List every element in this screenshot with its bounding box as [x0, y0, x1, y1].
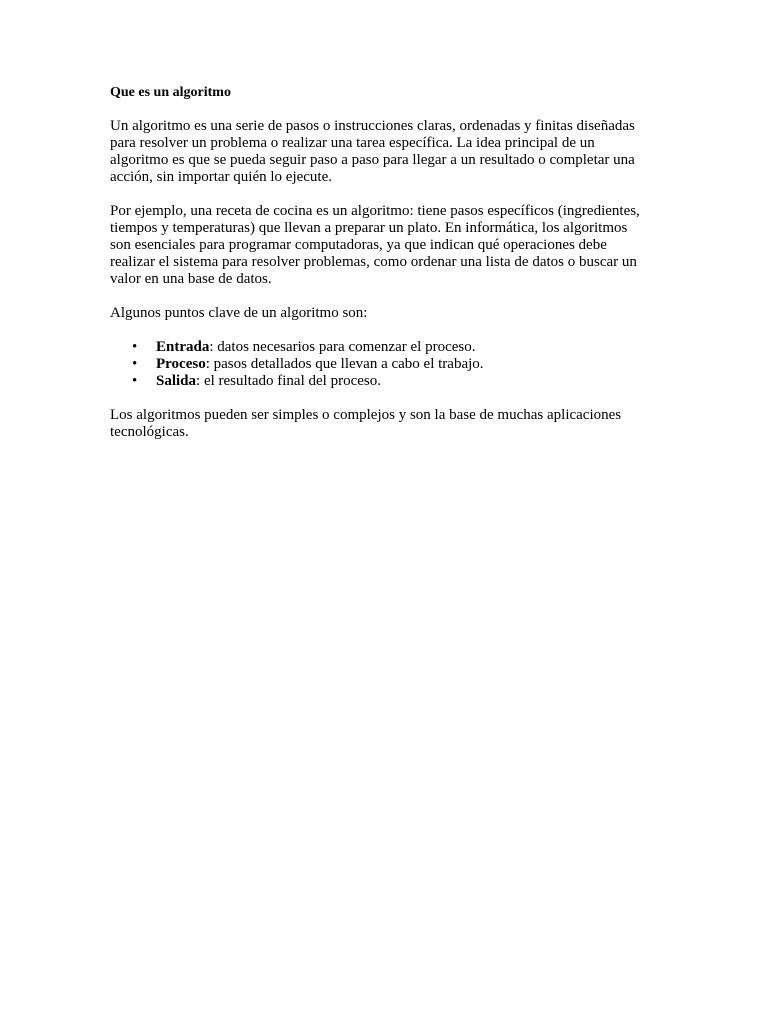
text-line: realizar el sistema para resolver problemas, como ordenar una lista de datos o buscar un — [110, 254, 637, 270]
paragraph-definition — [110, 118, 670, 186]
bullet-text: : el resultado final del proceso. — [196, 373, 381, 389]
list-intro: Algunos puntos clave de un algoritmo son: — [110, 305, 368, 321]
bullet-term: Proceso — [156, 356, 206, 372]
bullet-term: Entrada — [156, 339, 210, 355]
text-line: tecnológicas. — [110, 424, 189, 440]
list-item-proceso — [110, 356, 670, 373]
text-line: Un algoritmo es una serie de pasos o instrucciones claras, ordenadas y finitas diseñadas — [110, 118, 635, 134]
text-line: Los algoritmos pueden ser simples o complejos y son la base de muchas aplicaciones — [110, 407, 622, 423]
text-line: Por ejemplo, una receta de cocina es un algoritmo: tiene pasos específicos (ingredientes, — [110, 203, 640, 219]
text-line: tiempos y temperaturas) que llevan a preparar un plato. En informática, los algoritmos — [110, 220, 628, 236]
bullet-text: : datos necesarios para comenzar el proceso. — [209, 339, 476, 355]
bullet-text: : pasos detallados que llevan a cabo el trabajo. — [205, 356, 484, 372]
key-points-list — [110, 339, 670, 390]
text-line: valor en una base de datos. — [110, 271, 272, 287]
bullet-term: Salida — [156, 373, 197, 389]
list-item-entrada — [110, 339, 670, 356]
text-line: son esenciales para programar computadoras, ya que indican qué operaciones debe — [110, 237, 607, 253]
bullet-icon: • — [132, 356, 138, 372]
bullet-icon: • — [132, 373, 138, 389]
text-line: algoritmo es que se pueda seguir paso a paso para llegar a un resultado o completar una — [110, 152, 635, 168]
bullet-icon: • — [132, 339, 138, 355]
paragraph-closing — [110, 407, 670, 441]
list-item-salida — [110, 373, 670, 390]
document-title: Que es un algoritmo — [110, 85, 231, 100]
paragraph-example — [110, 203, 670, 288]
document-body — [110, 84, 670, 458]
text-line: acción, sin importar quién lo ejecute. — [110, 169, 333, 185]
text-line: para resolver un problema o realizar una tarea específica. La idea principal de un — [110, 135, 595, 151]
